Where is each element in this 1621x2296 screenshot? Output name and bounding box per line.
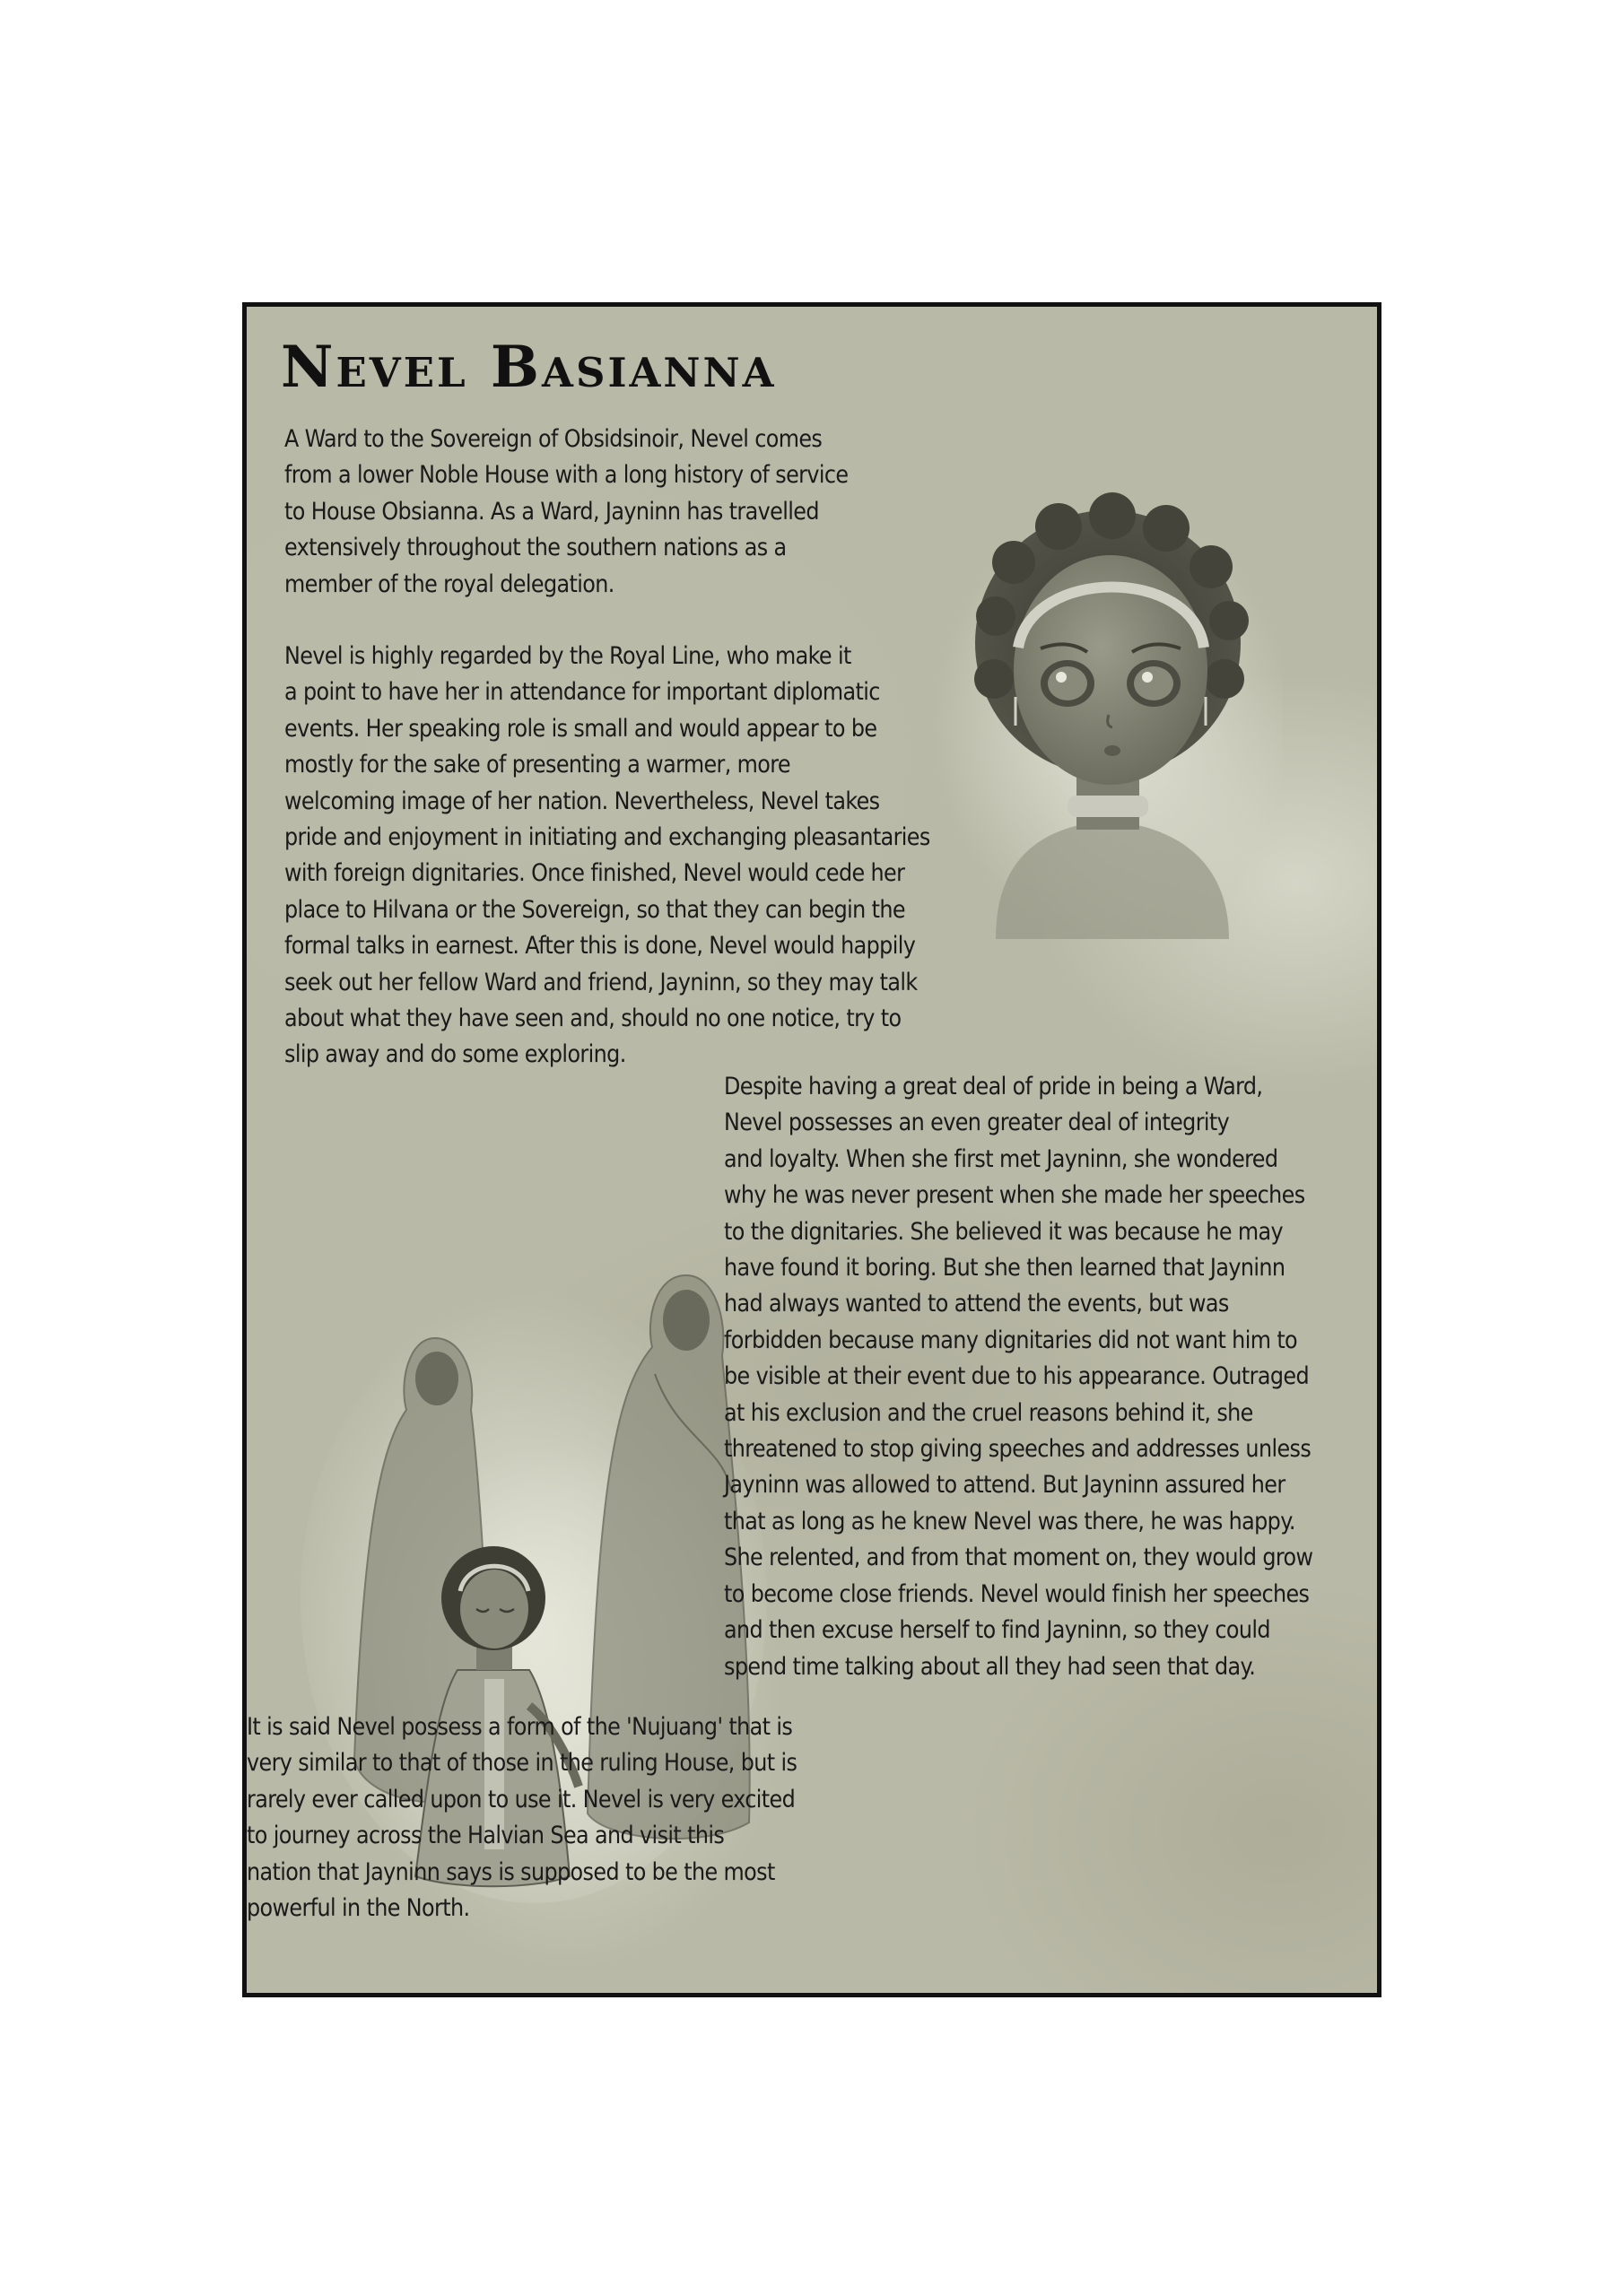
text-line: forbidden because many dignitaries did not want him to	[724, 1326, 1298, 1354]
text-line: rarely ever called upon to use it. Nevel is very excited	[247, 1785, 796, 1813]
text-line: Jayninn was allowed to attend. But Jayninn assured her	[724, 1471, 1285, 1500]
text-line: Nevel possesses an even greater deal of integrity	[724, 1109, 1230, 1137]
text-line: very similar to that of those in the ruling House, but is	[247, 1749, 797, 1778]
character-page-panel	[242, 302, 1381, 1997]
text-line: that as long as he knew Nevel was there, he was happy.	[724, 1507, 1295, 1535]
text-line: pride and enjoyment in initiating and exchanging pleasantaries	[284, 823, 930, 852]
text-line: to journey across the Halvian Sea and visit this	[247, 1822, 725, 1850]
text-line: had always wanted to attend the events, but was	[724, 1290, 1229, 1318]
text-line: formal talks in earnest. After this is done, Nevel would happily	[284, 932, 916, 961]
text-line: be visible at their event due to his appearance. Outraged	[724, 1362, 1309, 1391]
text-line: nation that Jayninn says is supposed to be the most	[247, 1857, 775, 1886]
text-line: why he was never present when she made her speeches	[724, 1181, 1305, 1210]
text-line: mostly for the sake of presenting a warmer, more	[284, 751, 790, 779]
text-line: spend time talking about all they had seen that day.	[724, 1652, 1256, 1681]
text-line: member of the royal delegation.	[284, 570, 614, 598]
text-line: powerful in the North.	[247, 1894, 470, 1923]
text-line: A Ward to the Sovereign of Obsidsinoir, Nevel comes	[284, 425, 823, 453]
paragraph-role	[284, 639, 1038, 1074]
text-line: extensively throughout the southern nations as a	[284, 534, 787, 562]
text-line: slip away and do some exploring.	[284, 1040, 626, 1069]
text-line: It is said Nevel possess a form of the 'Nujuang' that is	[247, 1713, 793, 1741]
text-line: threatened to stop giving speeches and addresses unless	[724, 1435, 1312, 1464]
text-line: a point to have her in attendance for important diplomatic	[284, 678, 880, 707]
text-line: from a lower Noble House with a long history of service	[284, 461, 849, 490]
paragraph-nujuang	[247, 1709, 902, 1926]
text-line: at his exclusion and the cruel reasons behind it, she	[724, 1398, 1253, 1427]
text-line: and then excuse herself to find Jayninn, so they could	[724, 1616, 1270, 1645]
text-line: seek out her fellow Ward and friend, Jayninn, so they may talk	[284, 968, 918, 996]
text-line: and loyalty. When she first met Jayninn, she wondered	[724, 1144, 1278, 1173]
text-line: She relented, and from that moment on, they would grow	[724, 1544, 1313, 1572]
text-line: Nevel is highly regarded by the Royal Line, who make it	[284, 642, 851, 670]
paragraph-intro	[284, 422, 948, 603]
text-line: Despite having a great deal of pride in being a Ward,	[724, 1073, 1263, 1100]
text-line: to the dignitaries. She believed it was because he may	[724, 1217, 1283, 1246]
text-line: welcoming image of her nation. Nevertheless, Nevel takes	[284, 787, 880, 815]
text-line: with foreign dignitaries. Once finished, Nevel would cede her	[284, 859, 905, 888]
text-line: place to Hilvana or the Sovereign, so that they can begin the	[284, 895, 905, 924]
paragraph-friendship	[724, 1069, 1379, 1685]
text-line: to become close friends. Nevel would finish her speeches	[724, 1579, 1310, 1608]
page-title: Nevel Basianna	[281, 334, 777, 401]
text-line: have found it boring. But she then learned that Jayninn	[724, 1254, 1285, 1283]
text-line: events. Her speaking role is small and would appear to be	[284, 714, 877, 743]
text-line: about what they have seen and, should no one notice, try to	[284, 1004, 902, 1033]
text-line: to House Obsianna. As a Ward, Jayninn has travelled	[284, 497, 819, 526]
